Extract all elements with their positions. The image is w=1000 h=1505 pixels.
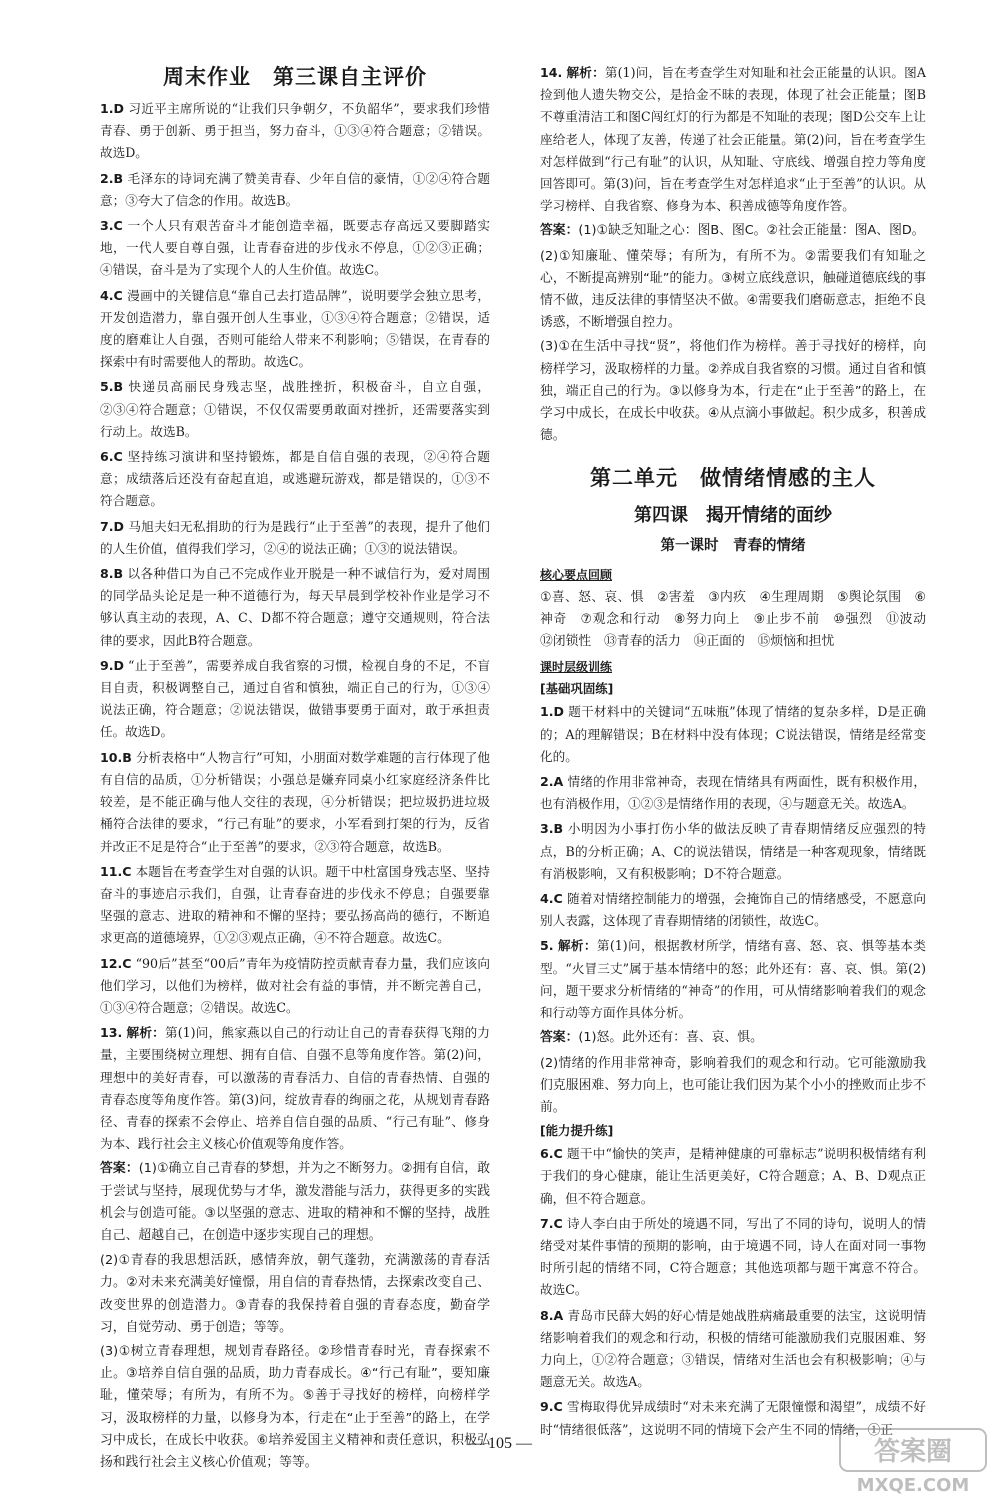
- answer-item: [540, 1143, 926, 1210]
- left-answer-list: [100, 98, 490, 1155]
- answer-5: [540, 1027, 926, 1049]
- answer-item: [540, 1305, 926, 1394]
- item-number: 5.: [540, 938, 554, 954]
- answer-item: [540, 818, 926, 885]
- item-number: 1.D: [100, 101, 125, 116]
- answer-item: [100, 215, 490, 282]
- section-heading-training: 课时层级训练: [540, 660, 613, 675]
- item-text: 诗人李白由于所处的境遇不同，写出了不同的诗句，说明人的情绪受对某件事情的预期的影响，由于境遇不同，诗人在面对同一事物时所引起的情绪不同，C符合题意；其他选项都与题干寓意不符合。故选C。: [540, 1215, 926, 1298]
- item-number: 3.B: [540, 821, 564, 837]
- analysis-label: 解析：: [557, 938, 597, 954]
- answer-para: (3)①在生活中寻找“贤”，将他们作为榜样。善于寻找好的榜样，向榜样学习，汲取榜样的力量。②养成自我省察的习惯。通过自省和慎独，端正自己的行为。③以修身为本，行走在“止于至善”的路上，在学习中成长，在成长中收获。④从点滴小事做起。积少成多，积善成德。: [540, 339, 926, 444]
- answer-13: [100, 1158, 490, 1247]
- item-text: 习近平主席所说的“让我们只争朝夕，不负韶华”，要求我们珍惜青春、勇于创新、勇于担当，努力奋斗，①③④符合题意；②错误。故选D。: [100, 101, 490, 161]
- item-number: 11.C: [100, 863, 132, 879]
- basic-practice-heading: [基础巩固练]: [540, 681, 614, 697]
- item-number: 13.: [100, 1025, 123, 1041]
- analysis-label: 解析：: [566, 65, 605, 80]
- watermark-text-2: MXQE.COM: [856, 1475, 970, 1496]
- item-number: 7.D: [100, 518, 125, 534]
- item-text: “止于至善”，需要养成自我省察的习惯，检视自身的不足，不盲目自责，积极调整自己，通过自省和慎独，端正自己的行为，①③④说法正确，符合题意；②说法错误，做错事要勇于面对，敢于承担责任。故选D。: [100, 657, 490, 740]
- answer-label: 答案：: [540, 1030, 579, 1046]
- answer-item: [100, 1022, 490, 1155]
- item-text: 第(1)问，旨在考查学生对知耻和社会正能量的认识。图A捡到他人遗失物交公，是拾金不昧的表现，体现了社会正能量；图B不尊重清洁工和图C闯红灯的行为都是不知耻的表现；图D公交车上让座给老人，体现了友善，传递了社会正能量。第(2)问，旨在考查学生对怎样做到“行己有耻”的认识，从知耻、守底线、增强自控力等角度回答即可。第(3)问，旨在考查学生对怎样追求“止于至善”的认识。从学习榜样、自我省察、修身为本、积善成德等角度作答。: [540, 65, 927, 214]
- unit-title: 第二单元 做情绪情感的主人: [590, 466, 876, 491]
- left-column: [100, 62, 490, 1476]
- item-number: 3.C: [100, 218, 123, 234]
- answer-item: [100, 655, 490, 744]
- item-text: 分析表格中“人物言行”可知，小朋面对数学难题的言行体现了他有自信的品质，①分析错误；小强总是嫌弃同桌小红家庭经济条件比较差，是不能正确与他人交往的表现，④分析错误；把垃圾扔进垃圾桶符合法律的要求，“行己有耻”的要求，小军看到打架的行为，反省并改正不足是符合“止于至善”的要求，②③符合题意，故选B。: [100, 749, 490, 854]
- answer-item: [540, 1213, 926, 1302]
- ability-practice-heading: [能力提升练]: [540, 1123, 614, 1139]
- ability-answer-list: [540, 1143, 926, 1441]
- answer-para: (2)①青春的我思想活跃，感情奔放，朝气蓬勃，充满激荡的青春活力。②对未来充满美好憧憬，用自信的青春热情，去探索改变自己、改变世界的创造潜力。③青春的我保持着自强的青春态度，勤奋学习，自觉劳动、勇于创造；等等。: [100, 1253, 490, 1335]
- answer-label: 答案：: [100, 1161, 139, 1177]
- item-text: 小明因为小事打伤小华的做法反映了青春期情绪反应强烈的特点，B的分析正确；A、C的说法错误，情绪是一种客观现象，情绪既有消极影响，又有积极影响；D不符合题意。: [540, 821, 926, 881]
- watermark-text-1: 答案圈: [873, 1437, 953, 1467]
- item-text: 快递员高丽民身残志坚，战胜挫折，积极奋斗，自立自强，②③④符合题意；①错误，不仅仅需要勇敢面对挫折，还需要落实到行动上。故选B。: [100, 379, 490, 439]
- period-title: 第一课时 青春的情绪: [660, 538, 806, 555]
- answer-item: [100, 376, 490, 443]
- answer-item: [540, 771, 926, 815]
- answer-item: [100, 747, 490, 858]
- answer-item: [100, 861, 490, 950]
- item-text: 本题旨在考查学生对自强的认识。题干中杜富国身残志坚、坚持奋斗的事迹启示我们，自强，让青春奋进的步伐永不停息；自强要靠坚强的意志、进取的精神和不懈的坚持；要弘扬高尚的德行，不断追求更高的道德境界，①②③观点正确，④不符合题意。故选C。: [100, 863, 490, 946]
- item-text: 毛泽东的诗词充满了赞美青春、少年自信的豪情，①②④符合题意；③夸大了信念的作用。故选B。: [100, 170, 490, 208]
- item-number: 12.C: [100, 955, 132, 971]
- answer-item: [540, 701, 926, 768]
- item-text: 题干中“愉快的笑声，是精神健康的可靠标志”说明积极情绪有利于我们的身心健康，能让生活更美好，C符合题意；A、B、D观点正确，但不符合题意。: [540, 1146, 926, 1206]
- answer-para: (1)①确立自己青春的梦想，并为之不断努力。②拥有自信，敢于尝试与坚持，展现优势与才华，激发潜能与活力，获得更多的实践机会与创造可能。③以坚强的意志、进取的精神和不懈的坚持，战胜自己、超越自己，在创造中逐步实现自己的理想。: [100, 1161, 491, 1243]
- item-number: 7.C: [540, 1215, 563, 1231]
- item-number: 2.A: [540, 774, 564, 790]
- answer-para: (1)①缺乏知耻之心：图B、图C。②社会正能量：图A、图D。: [578, 223, 925, 239]
- page-number: — 105 —: [468, 1435, 532, 1452]
- item-number: 4.C: [100, 287, 123, 303]
- lesson-title: 第四课 揭开情绪的面纱: [634, 505, 832, 527]
- watermark-graphic: [838, 1427, 988, 1497]
- answer-item: [100, 516, 490, 560]
- answer-item: [100, 953, 490, 1020]
- answer-para: (2)①知廉耻、懂荣辱；有所为，有所不为。②需要我们有知耻之心，不断提高辨别“耻”的能力。③树立底线意识，触碰道德底线的事情不做，违反法律的事情坚决不做。④需要我们磨砺意志，拒绝不良诱惑，不断增强自控力。: [540, 248, 926, 331]
- answer-item: [540, 935, 926, 1024]
- item-number: 2.B: [100, 170, 124, 186]
- right-column: [540, 62, 939, 1444]
- item-number: 6.C: [100, 449, 123, 465]
- item-text: 题干材料中的关键词“五味瓶”体现了情绪的复杂多样，D是正确的；A的理解错误；B在材料中没有体现；C说法错误，情绪是经常变化的。: [540, 704, 926, 764]
- answer-14: [540, 220, 926, 242]
- item-number: 6.C: [540, 1146, 563, 1162]
- item-text: 以各种借口为自己不完成作业开脱是一种不诚信行为，爱对周围的同学品头论足是一种不道德行为，每天早晨到学校补作业是学习不够认真主动的表现，A、C、D都不符合题意；遵守交通规则，符合法律的要求，因此B符合题意。: [100, 566, 490, 648]
- answer-item: [100, 446, 490, 513]
- answer-item-14: [540, 62, 926, 217]
- item-text: “90后”甚至“00后”青年为疫情防控贡献青春力量，我们应该向他们学习，以他们为榜样，做对社会有益的事情，并不断完善自己，①③④符合题意；②错误。故选C。: [100, 955, 490, 1015]
- answer-item: [540, 888, 926, 932]
- page-title: 周末作业 第三课自主评价: [163, 65, 427, 89]
- item-number: 5.B: [100, 379, 124, 395]
- item-number: 8.A: [540, 1307, 564, 1323]
- answer-item: [100, 98, 490, 165]
- item-number: 9.C: [540, 1399, 563, 1415]
- item-text: 随着对情绪控制能力的增强，会掩饰自己的情绪感受，不愿意向别人表露，这体现了青春期情绪的闭锁性，故选C。: [540, 891, 926, 929]
- answer-para: (3)①树立青春理想，规划青春路径。②珍惜青春时光，青春探索不止。③培养自信自强的品质，助力青春成长。④“行己有耻”，要知廉耻，懂荣辱；有所为，有所不为。⑤善于寻找好的榜样，向榜样学习，汲取榜样的力量，以修身为本，行走在“止于至善”的路上，在学习中成长，在成长中收获。⑥培养爱国主义精神和责任意识，积极弘扬和践行社会主义核心价值观；等等。: [100, 1343, 490, 1470]
- item-number: 10.B: [100, 749, 132, 765]
- item-text: 情绪的作用非常神奇，表现在情绪具有两面性，既有积极作用，也有消极作用，①②③是情绪作用的表现，④与题意无关。故选A。: [540, 774, 926, 812]
- item-text: 第(1)问，熊家燕以自己的行动让自己的青春获得飞翔的力量，主要围绕树立理想、拥有自信、自强不息等角度作答。第(2)问，理想中的美好青春，可以激荡的青春活力、自信的青春热情、自强的青春态度等角度作答。第(3)问，绽放青春的绚丽之花，从规划青春路径、青春的探索不会停止、培养自信自强的品质、“行己有耻”、修身为本、践行社会主义核心价值观等角度作答。: [100, 1025, 491, 1152]
- keypoints-list: ①喜、怒、哀、惧 ②害羞 ③内疚 ④生理周期 ⑤舆论氛围 ⑥神奇 ⑦观念和行动 ⑧努力向上 ⑨止步不前 ⑩强烈 ⑪波动 ⑫闭锁性 ⑬青春的活力 ⑭正面的 ⑮烦恼和担忧: [540, 590, 939, 650]
- item-text: 青岛市民薛大妈的好心情是她战胜病痛最重要的法宝，这说明情绪影响着我们的观念和行动，积极的情绪可能激励我们克服困难、努力向上，①②符合题意；③错误，情绪对生活也会有积极影响；④与题意无关。故选A。: [540, 1307, 926, 1390]
- item-text: 坚持练习演讲和坚持锻炼，都是自信自强的表现，②④符合题意；成绩落后还没有奋起直追，或逃避玩游戏，都是错误的，①③不符合题意。: [100, 449, 490, 509]
- item-number: 8.B: [100, 566, 124, 582]
- section-heading-keypoints: 核心要点回顾: [540, 568, 613, 583]
- answer-item: [100, 563, 490, 652]
- item-text: 马旭夫妇无私捐助的行为是践行“止于至善”的表现，提升了他们的人生价值，值得我们学习，②④的说法正确；①③的说法错误。: [100, 518, 490, 556]
- item-number: 4.C: [540, 891, 563, 907]
- analysis-label: 解析：: [126, 1025, 165, 1041]
- answer-para: (2)情绪的作用非常神奇，影响着我们的观念和行动。它可能激励我们克服困难、努力向上，也可能让我们因为某个小小的挫败而止步不前。: [540, 1055, 926, 1115]
- watermark-logo: [838, 1427, 988, 1497]
- item-number: 14.: [540, 65, 563, 80]
- item-number: 1.D: [540, 704, 565, 720]
- answer-label: 答案：: [540, 223, 579, 239]
- item-number: 9.D: [100, 657, 125, 673]
- item-text: 漫画中的关键信息“靠自己去打造品牌”，说明要学会独立思考，开发创造潜力，靠自强开创人生事业，①③④符合题意；②错误，适度的磨难让人自强，否则可能给人带来不利影响；⑤错误，在青春的探索中有时需要他人的帮助。故选C。: [100, 287, 490, 370]
- item-text: 雪梅取得优异成绩时“对未来充满了无限憧憬和渴望”，成绩不好时“情绪很低落”，这说明不同的情境下会产生不同的情绪，①正: [540, 1399, 926, 1437]
- item-text: 一个人只有艰苦奋斗才能创造幸福，既要志存高远又要脚踏实地，一代人要自尊自强，让青春奋进的步伐永不停息，①②③正确；④错误，奋斗是为了实现个人的人生价值。故选C。: [100, 218, 490, 278]
- answer-item: [100, 168, 490, 212]
- basic-answer-list: [540, 701, 926, 1024]
- item-text: 第(1)问，根据教材所学，情绪有喜、怒、哀、惧等基本类型。“火冒三丈”属于基本情绪中的怒；此外还有：喜、哀、惧。第(2)问，题干要求分析情绪的“神奇”的作用，可从情绪影响着我们的观念和行动等方面作具体分析。: [540, 938, 927, 1021]
- answer-para: (1)怒。此外还有：喜、哀、惧。: [578, 1030, 763, 1046]
- answer-item: [100, 285, 490, 374]
